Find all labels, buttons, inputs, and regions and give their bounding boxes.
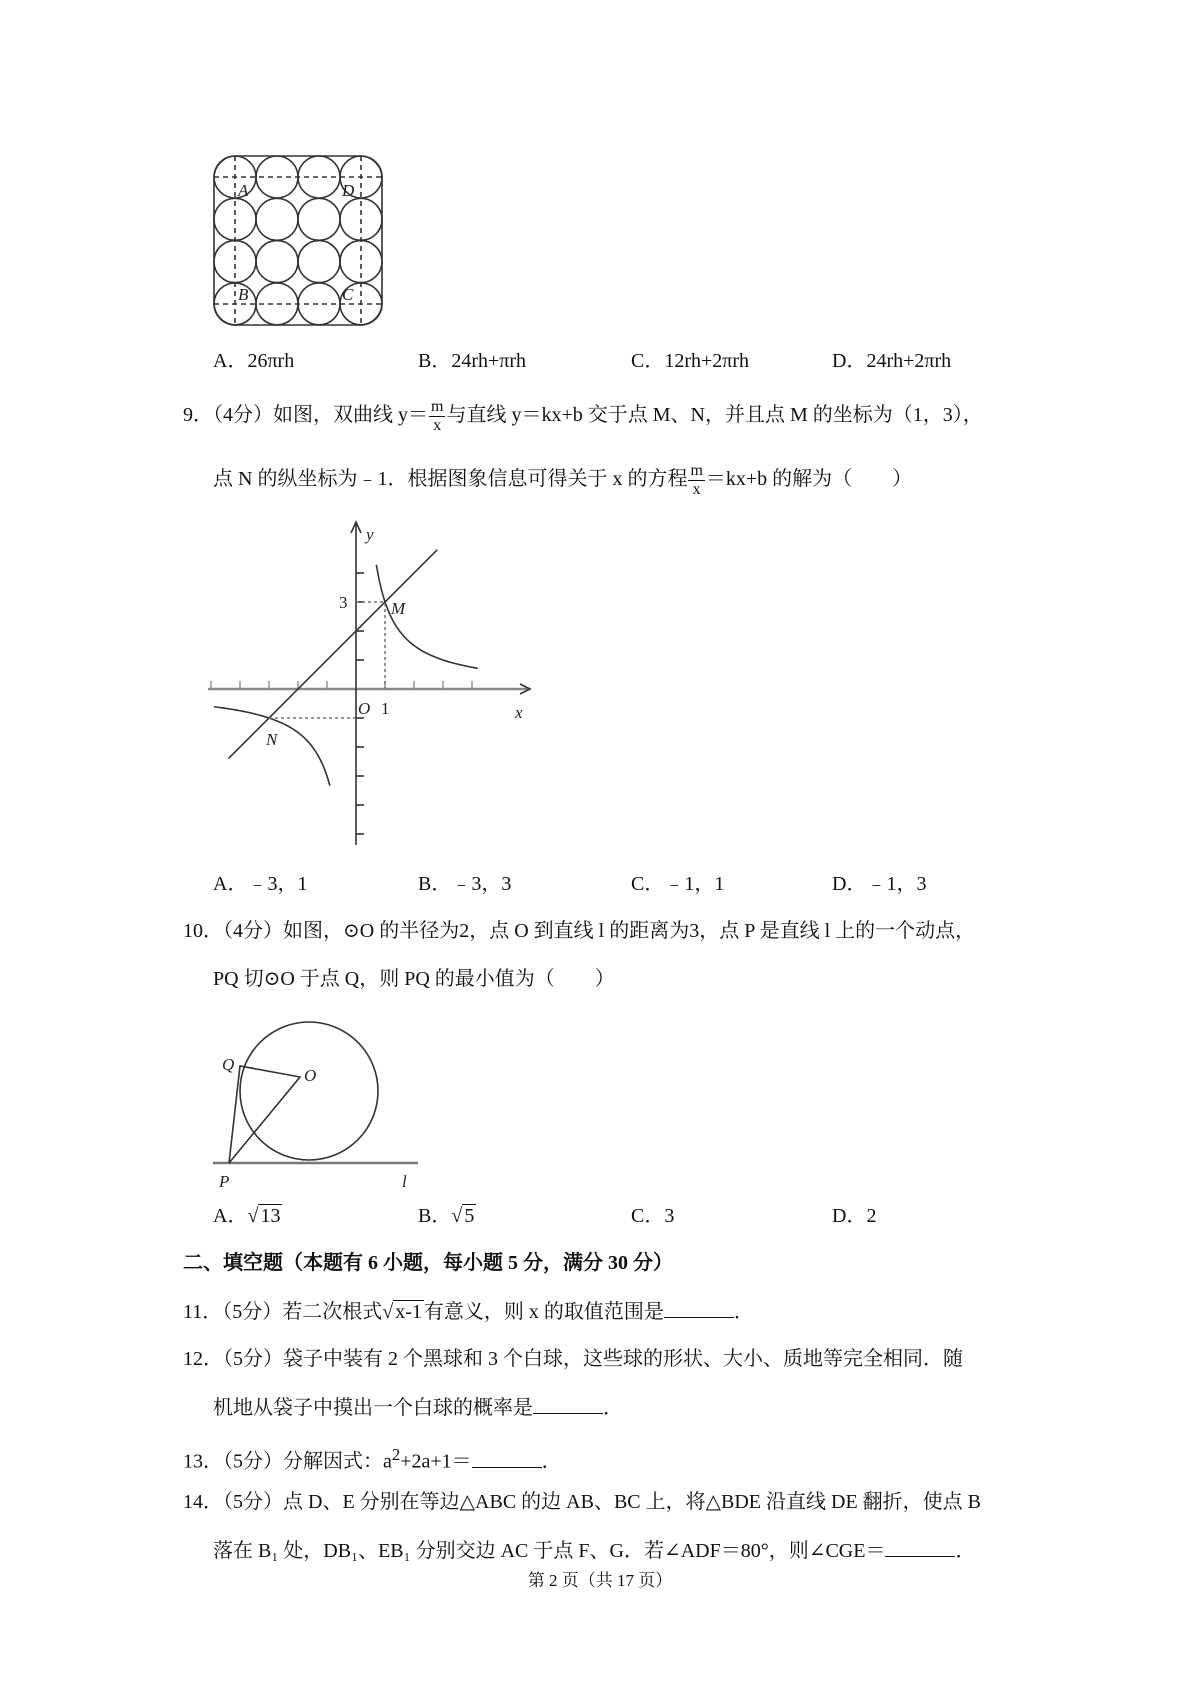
q11: 11．（5分）若二次根式√ x-1 有意义，则 x 的取值范围是 ．	[183, 1301, 754, 1323]
label-l: l	[402, 1172, 407, 1191]
graph-x-label: x	[515, 703, 523, 722]
q12-line1: 12．（5分）袋子中装有 2 个黑球和 3 个白球，这些球的形状、大小、质地等完全相同．随	[183, 1348, 963, 1370]
q10-option-d: D．2	[832, 1205, 877, 1227]
graph-point-n: N	[266, 730, 278, 749]
q9-line1	[183, 398, 983, 435]
circle	[298, 156, 340, 198]
circle	[340, 241, 382, 283]
q10-option-c: C．3	[631, 1205, 675, 1227]
page-footer: 第 2 页（共 17 页）	[527, 1571, 673, 1590]
circle	[340, 283, 382, 325]
circle	[214, 198, 256, 240]
circle	[340, 198, 382, 240]
hyperbola-right-branch	[376, 565, 478, 669]
q10-line2: PQ 切⊙O 于点 Q，则 PQ 的最小值为（ ）	[213, 968, 615, 990]
circle	[214, 283, 256, 325]
q9-text-b: 与直线 y＝kx+b 交于点 M、N，并且点 M 的坐标为（1，3），	[446, 404, 983, 427]
q8-option-a: A．26πrh	[213, 350, 295, 372]
circle	[298, 198, 340, 240]
x-axis-arrow	[520, 684, 530, 694]
q14-line2	[213, 1538, 975, 1564]
q9-option-a: A．﹣3，1	[213, 873, 308, 895]
circle	[214, 156, 256, 198]
circle	[214, 241, 256, 283]
q9-line2	[213, 462, 912, 499]
frac-num: m	[690, 462, 703, 479]
q9-text-a: 9．（4分）如图，双曲线 y＝	[183, 404, 428, 427]
circle	[256, 241, 298, 283]
circle	[256, 198, 298, 240]
period: ．	[733, 1301, 754, 1323]
circle	[256, 156, 298, 198]
frac-den: x	[692, 481, 701, 498]
q11-text-2: 有意义，则 x 的取值范围是	[423, 1301, 664, 1323]
rounded-square	[214, 156, 382, 325]
q11-text: 11．（5分）若二次根式	[183, 1301, 383, 1323]
q14-line1: 14．（5分）点 D、E 分别在等边△ABC 的边 AB、BC 上，将△BDE 沿直线 DE 翻折，使点 B	[183, 1491, 982, 1513]
line-kx-b	[228, 550, 437, 759]
q12-text: 机地从袋子中摸出一个白球的概率是	[213, 1397, 533, 1419]
exponent: 2	[391, 1445, 401, 1464]
label-a: A	[238, 181, 249, 200]
circle	[298, 283, 340, 325]
q9-option-b: B．﹣3，3	[418, 873, 512, 895]
label-o: O	[304, 1066, 317, 1085]
q14-text: 落在 B₁ 处，DB₁、EB₁ 分别交边 AC 于点 F、G．若∠ADF＝80°，则∠CGE＝	[213, 1540, 886, 1562]
graph-y-label: y	[366, 525, 374, 544]
q10-line1: 10．（4分）如图，⊙O 的半径为2，点 O 到直线 l 的距离为3，点 P 是直线 l 上的一个动点，	[183, 920, 976, 942]
q9-option-d: D．﹣1，3	[832, 873, 927, 895]
radicand: 5	[464, 1205, 475, 1227]
q9-fraction-2	[688, 462, 704, 499]
q8-option-c: C．12rh+2πrh	[631, 350, 750, 372]
q9-text-c: 点 N 的纵坐标为﹣1．根据图象信息可得关于 x 的方程	[213, 468, 688, 491]
circle	[340, 156, 382, 198]
graph-tick-3: 3	[339, 593, 348, 612]
answer-blank[interactable]	[885, 1538, 955, 1557]
answer-blank[interactable]	[472, 1449, 542, 1468]
opt-prefix: A．	[213, 1205, 248, 1227]
circle	[256, 283, 298, 325]
radicand: x-1	[395, 1301, 422, 1323]
y-axis-arrow	[351, 522, 361, 533]
frac-num: m	[431, 398, 444, 415]
label-b: B	[238, 285, 249, 304]
q13	[183, 1442, 562, 1475]
dotted-guide-m	[356, 602, 385, 689]
frac-den: x	[433, 417, 442, 434]
q10-option-b: B．√ 5	[418, 1205, 475, 1227]
answer-blank[interactable]	[533, 1395, 603, 1414]
q8-option-d: D．24rh+2πrh	[832, 350, 952, 372]
circle	[298, 241, 340, 283]
graph-point-m: M	[391, 599, 406, 618]
label-p: P	[219, 1172, 230, 1191]
radicand: 13	[260, 1205, 281, 1227]
q9-option-c: C．﹣1，1	[631, 873, 725, 895]
label-c: C	[342, 285, 354, 304]
period: ．	[955, 1540, 976, 1562]
graph-tick-1: 1	[381, 699, 390, 718]
q8-option-b: B．24rh+πrh	[418, 350, 527, 372]
q9-fraction	[429, 398, 445, 435]
label-q: Q	[222, 1055, 235, 1074]
opt-prefix: B．	[418, 1205, 452, 1227]
label-d: D	[342, 181, 355, 200]
period: ．	[603, 1397, 623, 1419]
q13-text: 13．（5分）分解因式：a	[183, 1450, 392, 1473]
period: ．	[541, 1450, 562, 1473]
q13-text-2: +2a+1＝	[400, 1450, 472, 1473]
q10-option-a: A．√ 13	[213, 1205, 281, 1227]
q12-line2	[213, 1395, 623, 1421]
section-heading: 二、填空题（本题有 6 小题，每小题 5 分，满分 30 分）	[183, 1252, 673, 1274]
answer-blank[interactable]	[664, 1299, 734, 1318]
q9-text-d: ＝kx+b 的解为（ ）	[705, 468, 913, 491]
graph-origin-label: O	[358, 699, 371, 718]
hyperbola-left-branch	[214, 707, 330, 786]
